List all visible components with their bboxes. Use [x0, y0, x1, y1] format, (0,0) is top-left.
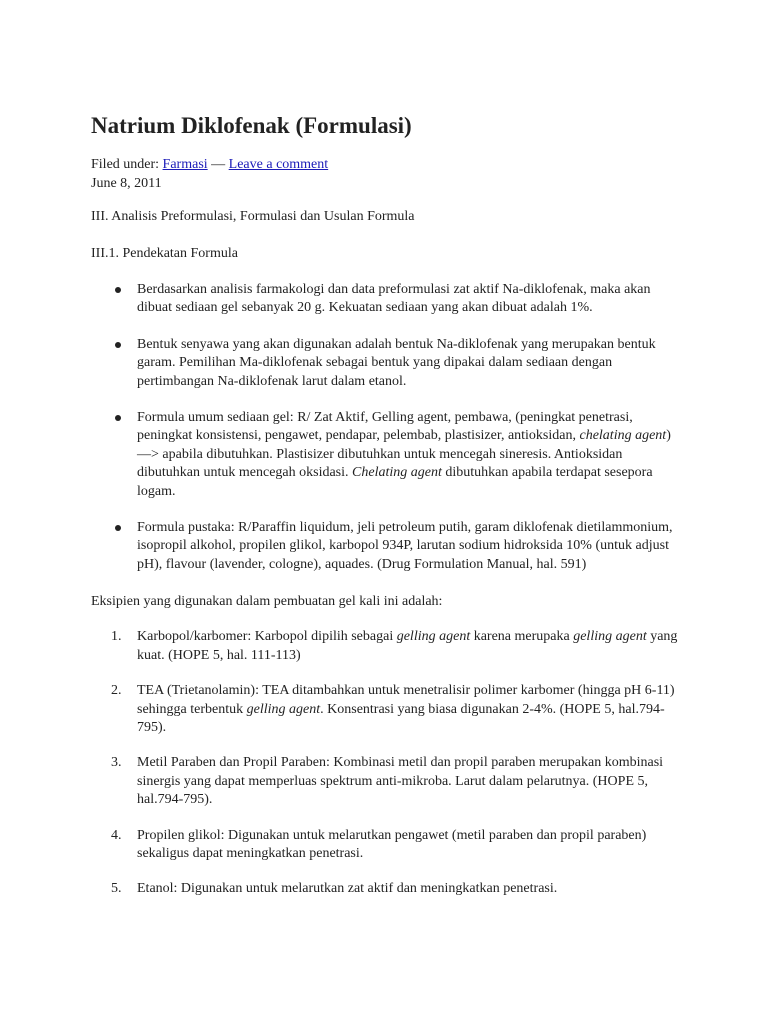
bullet-icon [115, 525, 121, 531]
article [91, 108, 681, 916]
bullet-icon [115, 287, 121, 293]
list-item-text: dibutuhkan apabila terdapat sesepora logam. [137, 465, 653, 499]
list-item-text: Etanol: Digunakan untuk melarutkan zat aktif dan meningkatkan penetrasi. [137, 881, 558, 897]
list-item-emphasis: gelling agent [246, 701, 321, 717]
list-item-text: . Konsentrasi yang biasa digunakan 2-4%. (HOPE 5, hal.794-795). [137, 701, 665, 735]
meta-separator: — [207, 157, 229, 172]
list-item-emphasis: Chelating agent [352, 465, 442, 481]
list-item-number: 3. [111, 755, 122, 771]
list-item [91, 682, 681, 737]
list-item [91, 880, 681, 898]
post-title: Natrium Diklofenak (Formulasi) [91, 113, 412, 138]
post-meta [91, 155, 681, 193]
excipients-intro: Eksipien yang digunakan dalam pembuatan gel kali ini adalah: [91, 594, 443, 610]
list-item-text: karena merupaka [470, 629, 574, 645]
list-item-number: 2. [111, 683, 122, 699]
list-item-text: Berdasarkan analisis farmakologi dan data preformulasi zat aktif Na-diklofenak, maka akan dibuat sediaan gel sebanyak 20 g. Kekuatan sediaan yang akan dibuat adalah 1%. [137, 282, 651, 316]
bullet-icon [115, 342, 121, 348]
list-item-emphasis: gelling agent [573, 629, 647, 645]
list-item-text: Metil Paraben dan Propil Paraben: Kombinasi metil dan propil paraben merupakan kombinasi sinergis yang dapat memperluas spektrum anti-mikroba. Larut dalam pelarutnya. (HOPE 5, hal.794-795). [137, 755, 664, 808]
post-date: June 8, 2011 [91, 176, 162, 191]
list-item-number: 5. [111, 881, 122, 897]
list-item [91, 827, 681, 864]
leave-comment-link[interactable]: Leave a comment [228, 157, 329, 172]
list-item-text: TEA (Trietanolamin): TEA ditambahkan untuk menetralisir polimer karbomer (hingga pH 6-11) sehingga terbentuk [137, 683, 675, 717]
list-item [91, 519, 681, 574]
subsection-heading: III.1. Pendekatan Formula [91, 246, 238, 261]
list-item-text: ) —> apabila dibutuhkan. Plastisizer dibutuhkan untuk mencegah sineresis. Antioksidan dibutuhkan untuk mencegah oksidasi. [137, 428, 671, 481]
list-item [91, 754, 681, 809]
list-item [91, 336, 681, 391]
list-item-number: 1. [111, 629, 122, 645]
list-item-text: yang kuat. (HOPE 5, hal. 111-113) [137, 629, 678, 663]
list-item [91, 409, 681, 501]
list-item-text: Propilen glikol: Digunakan untuk melarutkan pengawet (metil paraben dan propil paraben) sekaligus dapat meningkatkan penetrasi. [137, 827, 647, 861]
filed-under-label: Filed under: [91, 157, 163, 172]
category-link[interactable]: Farmasi [162, 157, 208, 172]
list-item-text: Formula umum sediaan gel: R/ Zat Aktif, Gelling agent, pembawa, (peningkat penetrasi, peningkat konsistensi, pengawet, pendapar, pelembab, plastisizer, antioksidan, [137, 410, 633, 444]
list-item-text: Bentuk senyawa yang akan digunakan adalah bentuk Na-diklofenak yang merupakan bentuk garam. Pemilihan Ma-diklofenak sebagai bentuk yang dipakai dalam sediaan dengan pertimbangan Na-diklofenak larut dalam etanol. [137, 336, 656, 389]
list-item-emphasis: chelating agent [579, 428, 667, 444]
list-item [91, 281, 681, 318]
list-item [91, 628, 681, 665]
list-item-text: Formula pustaka: R/Paraffin liquidum, jeli petroleum putih, garam diklofenak dietilammonium, isopropil alkohol, propilen glikol, karbopol 934P, larutan sodium hidroksida 10% (untuk adjust pH), flavour (lavender, cologne), aquades. (Drug Formulation Manual, hal. 591) [137, 520, 673, 572]
list-item-number: 4. [111, 827, 122, 843]
bullet-icon [115, 415, 121, 421]
excipients-list [91, 628, 681, 898]
list-item-text: Karbopol/karbomer: Karbopol dipilih sebagai [137, 629, 397, 645]
formula-approach-list [91, 281, 681, 574]
list-item-emphasis: gelling agent [396, 629, 471, 645]
section-heading: III. Analisis Preformulasi, Formulasi dan Usulan Formula [91, 209, 415, 224]
